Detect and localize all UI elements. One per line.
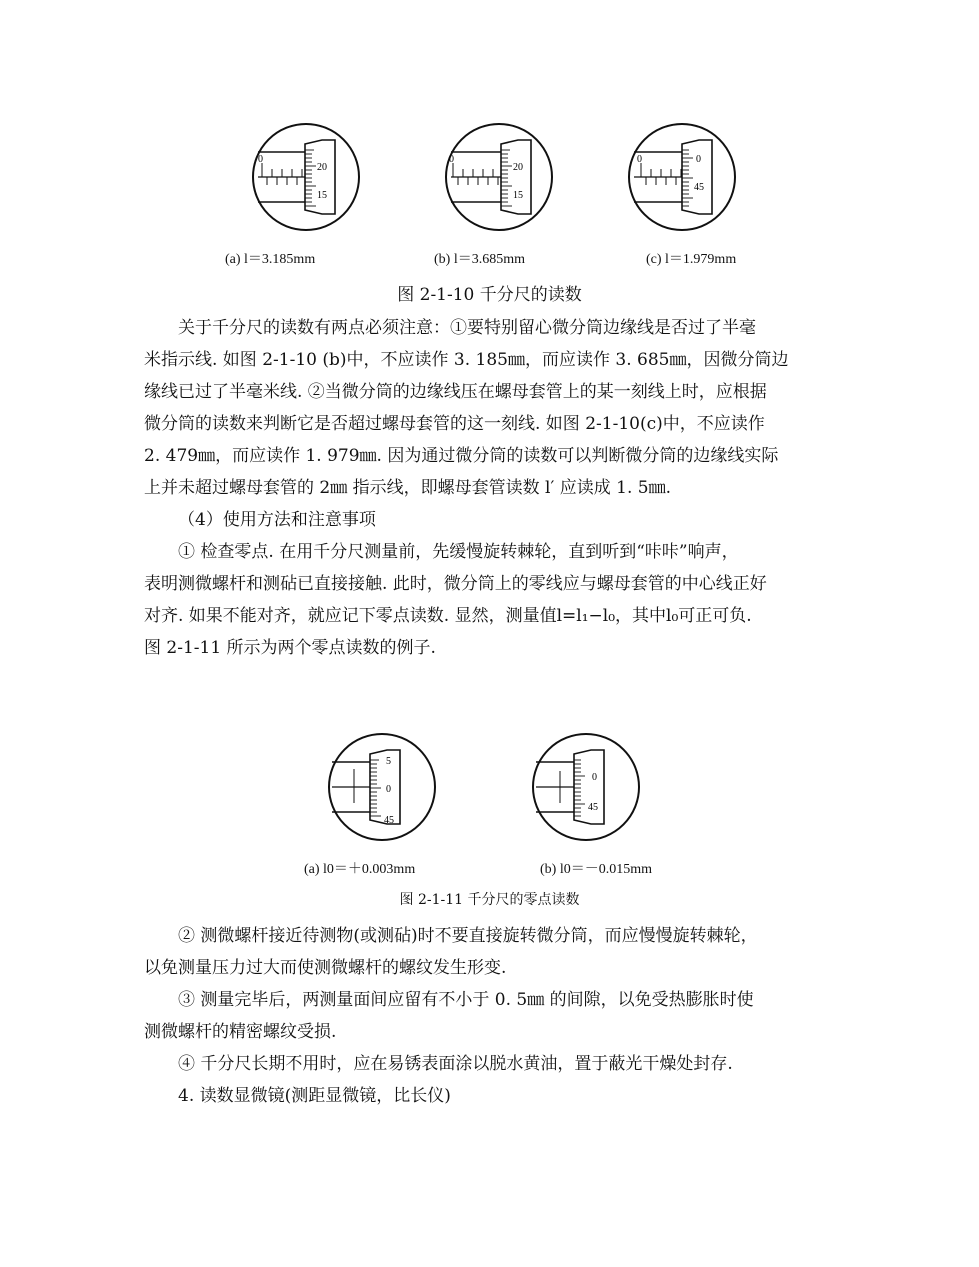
figure1-title: 图 2-1-10 千分尺的读数 [397,285,582,305]
figure1-caption-a: (a) l＝3.185mm [225,252,316,267]
paragraph-line: 对齐. 如果不能对齐，就应记下零点读数. 显然，测量值l=l₁−l₀，其中l₀可正可负. [144,606,752,626]
drum-label-top: 20 [513,162,523,173]
micrometer-reading-a [250,118,362,236]
micrometer-zero-reading-a [326,729,438,845]
drum-label-mid: 0 [592,772,597,783]
paragraph-line: ③ 测量完毕后，两测量面间应留有不小于 0. 5㎜ 的间隙，以免受热膨胀时使 [178,990,754,1010]
paragraph-line: 表明测微螺杆和测砧已直接接触. 此时，微分筒上的零线应与螺母套管的中心线正好 [144,574,767,594]
section-heading: （4）使用方法和注意事项 [178,510,376,530]
drum-label-bottom: 45 [588,802,598,813]
figure2-caption-a: (a) l0＝＋0.003mm [304,862,416,877]
paragraph-usage-notes [144,920,836,1112]
paragraph-line: ① 检查零点. 在用千分尺测量前，先缓慢旋转棘轮，直到听到“咔咔”响声， [178,542,739,562]
drum-label-bottom: 15 [513,190,523,201]
sleeve-zero-label: 0 [258,154,263,165]
drum-label-top: 0 [696,154,701,165]
figure-2-1-10 [0,118,979,248]
drum-label-top: 5 [386,756,391,767]
sleeve-zero-label: 0 [637,154,642,165]
paragraph-line: 2. 479㎜，而应读作 1. 979㎜. 因为通过微分筒的读数可以判断微分筒的边缘线实际 [144,446,779,466]
figure2-caption-b: (b) l0＝－0.015mm [540,862,652,877]
drum-label-bottom: 15 [317,190,327,201]
paragraph-line: 米指示线. 如图 2-1-10 (b)中，不应读作 3. 185㎜，而应读作 3. 685㎜，因微分筒边 [144,350,789,370]
drum-label-top: 20 [317,162,327,173]
paragraph-line: 测微螺杆的精密螺纹受损. [144,1022,337,1042]
drum-label-mid: 0 [386,784,391,795]
figure1-caption-b: (b) l＝3.685mm [434,252,525,267]
drum-label-bottom: 45 [384,815,394,826]
sleeve-zero-label: 0 [449,154,454,165]
figure1-caption-c: (c) l＝1.979mm [646,252,737,267]
figure2-title: 图 2-1-11 千分尺的零点读数 [399,892,580,908]
micrometer-reading-c [626,118,738,236]
paragraph-line: 缘线已过了半毫米线. ②当微分筒的边缘线压在螺母套管上的某一刻线上时，应根据 [144,382,767,402]
paragraph-line: ④ 千分尺长期不用时，应在易锈表面涂以脱水黄油，置于蔽光干燥处封存. [178,1054,733,1074]
paragraph-line: 上并未超过螺母套管的 2㎜ 指示线，即螺母套管读数 l′ 应读成 1. 5㎜. [144,478,671,498]
paragraph-line: 图 2-1-11 所示为两个零点读数的例子. [144,638,436,658]
micrometer-reading-b [443,118,555,236]
paragraph-line: 关于千分尺的读数有两点必须注意：①要特别留心微分筒边缘线是否过了半毫 [178,318,756,338]
paragraph-line: 以免测量压力过大而使测微螺杆的螺纹发生形变. [144,958,507,978]
micrometer-zero-reading-b [530,729,642,845]
section-heading: 4. 读数显微镜(测距显微镜，比长仪) [178,1086,451,1106]
paragraph-line: ② 测微螺杆接近待测物(或测砧)时不要直接旋转微分筒，而应慢慢旋转棘轮， [178,926,758,946]
paragraph-reading-notes [144,312,836,664]
drum-label-bottom: 45 [694,182,704,193]
paragraph-line: 微分筒的读数来判断它是否超过螺母套管的这一刻线. 如图 2-1-10(c)中，不应读作 [144,414,765,434]
